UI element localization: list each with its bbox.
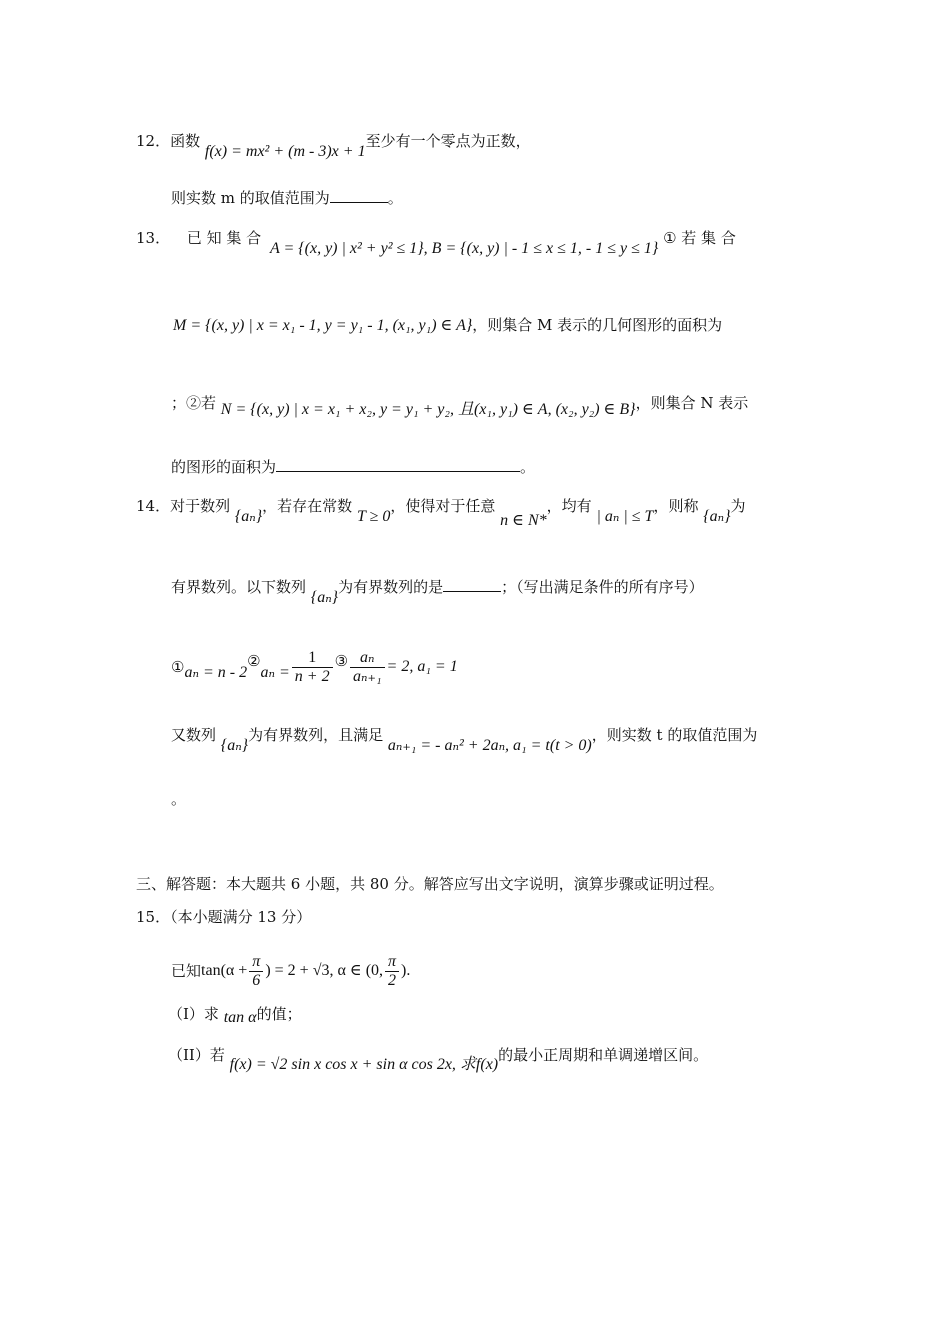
option-2-lhs: aₙ = — [260, 664, 290, 681]
text: ，均有 — [546, 497, 592, 515]
question-14-line-1 — [136, 495, 746, 529]
question-15-part-1 — [168, 1003, 302, 1026]
part-label: （I）求 — [168, 1005, 219, 1023]
question-14-line-2 — [171, 576, 704, 606]
option-3-fraction — [350, 649, 385, 686]
question-13-line-4 — [171, 456, 535, 478]
formula: n ∈ N* — [500, 512, 547, 529]
question-15-header — [136, 906, 311, 928]
option-1-formula: aₙ = n - 2 — [184, 664, 248, 681]
text: 对于数列 — [170, 497, 231, 515]
text: 的最小正周期和单调递增区间。 — [498, 1046, 709, 1064]
fraction-numerator: 1 — [292, 649, 333, 668]
question-12-line-1 — [136, 130, 531, 160]
pi-over-2-fraction — [385, 953, 399, 990]
text: 已知 — [171, 962, 202, 980]
text: 。 — [171, 790, 187, 808]
sequence-symbol: {aₙ} — [310, 589, 339, 606]
sequence-symbol: {aₙ} — [703, 508, 731, 525]
option-2-fraction — [292, 649, 333, 686]
score-note: （本小题满分 13 分） — [170, 908, 312, 926]
text: 又数列 — [171, 726, 217, 744]
text: 则实数 m 的取值范围为 — [171, 189, 330, 207]
option-3-marker: ③ — [334, 652, 349, 670]
text: 。 — [387, 189, 403, 207]
question-13-line-2 — [173, 314, 722, 337]
fraction-numerator: aₙ — [350, 649, 385, 668]
text: ，若存在常数 — [262, 497, 353, 515]
sequence-symbol: {aₙ} — [220, 737, 249, 754]
text: 为有界数列的是 — [338, 578, 444, 596]
part-label: （II）若 — [168, 1046, 225, 1064]
text: ；（写出满足条件的所有序号） — [501, 578, 704, 596]
question-14-line-5 — [171, 788, 186, 810]
text: 为 — [730, 497, 746, 515]
question-13-line-1 — [136, 227, 736, 257]
question-number: 12． — [136, 132, 171, 150]
text: 已 知 集 合 — [186, 229, 262, 247]
pi-over-6-fraction — [249, 953, 263, 990]
question-14-options — [171, 646, 458, 687]
question-number: 13． — [136, 229, 171, 247]
text: ① 若 集 合 — [663, 229, 736, 247]
question-number: 14． — [136, 497, 171, 515]
option-3-rhs: = 2, a₁ = 1 — [386, 658, 458, 675]
recurrence-formula: aₙ₊₁ = - aₙ² + 2aₙ, a₁ = t(t > 0) — [387, 737, 592, 754]
text: 至少有一个零点为正数， — [365, 132, 531, 150]
option-2-marker: ② — [247, 652, 261, 670]
question-number: 15． — [136, 908, 171, 926]
formula-part: tan(α + — [201, 962, 248, 979]
fraction-denominator: aₙ₊₁ — [353, 667, 382, 685]
question-13-line-3 — [171, 392, 749, 418]
fraction-denominator: 6 — [252, 971, 261, 989]
answer-blank — [443, 577, 501, 592]
answer-blank — [330, 188, 388, 203]
formula: f(x) = mx² + (m - 3)x + 1 — [204, 143, 366, 160]
text: ，则称 — [653, 497, 699, 515]
text: 有界数列。以下数列 — [171, 578, 307, 596]
formula-part: ) = 2 + √3, α ∈ (0, — [265, 962, 384, 979]
text: ，则实数 t 的取值范围为 — [591, 726, 758, 744]
fraction-numerator: π — [249, 953, 263, 972]
formula: T ≥ 0 — [356, 508, 391, 525]
sequence-symbol: {aₙ} — [234, 508, 263, 525]
text: ，则集合 M 表示的几何图形的面积为 — [472, 316, 723, 334]
question-14-line-4 — [171, 724, 758, 754]
formula: | aₙ | ≤ T — [596, 508, 654, 525]
text: 函数 — [170, 132, 201, 150]
formula-part: ). — [401, 962, 411, 979]
answer-blank — [276, 457, 520, 472]
formula: A = {(x, y) | x² + y² ≤ 1}, B = {(x, y) | - 1 ≤ x ≤ 1, - 1 ≤ y ≤ 1} — [269, 240, 659, 257]
formula: M = {(x, y) | x = x₁ - 1, y = y₁ - 1, (x₁, y₁) ∈ A} — [173, 317, 473, 334]
text: ，则集合 N 表示 — [635, 394, 749, 412]
fraction-numerator: π — [385, 953, 399, 972]
section-3-heading — [136, 873, 724, 895]
text: 。 — [520, 458, 536, 476]
text: ，使得对于任意 — [390, 497, 496, 515]
section-title: 三、解答题：本大题共 6 小题，共 80 分。解答应写出文字说明，演算步骤或证明过程。 — [136, 875, 724, 893]
question-15-given — [171, 948, 410, 993]
text: 为有界数列，且满足 — [248, 726, 384, 744]
fraction-denominator: n + 2 — [294, 667, 330, 685]
text: 的图形的面积为 — [171, 458, 277, 476]
text: 的值； — [256, 1005, 302, 1023]
formula: N = {(x, y) | x = x₁ + x₂, y = y₁ + y₂, 且(x₁, y₁) ∈ A, (x₂, y₂) ∈ B} — [220, 401, 636, 418]
question-15-part-2 — [168, 1044, 709, 1073]
formula: f(x) = √2 sin x cos x + sin α cos 2x, 求f(x) — [229, 1056, 499, 1073]
formula: tan α — [223, 1009, 257, 1026]
fraction-denominator: 2 — [388, 971, 397, 989]
option-1-marker: ① — [171, 658, 185, 676]
question-12-line-2 — [171, 187, 403, 209]
text: ；②若 — [171, 394, 217, 412]
